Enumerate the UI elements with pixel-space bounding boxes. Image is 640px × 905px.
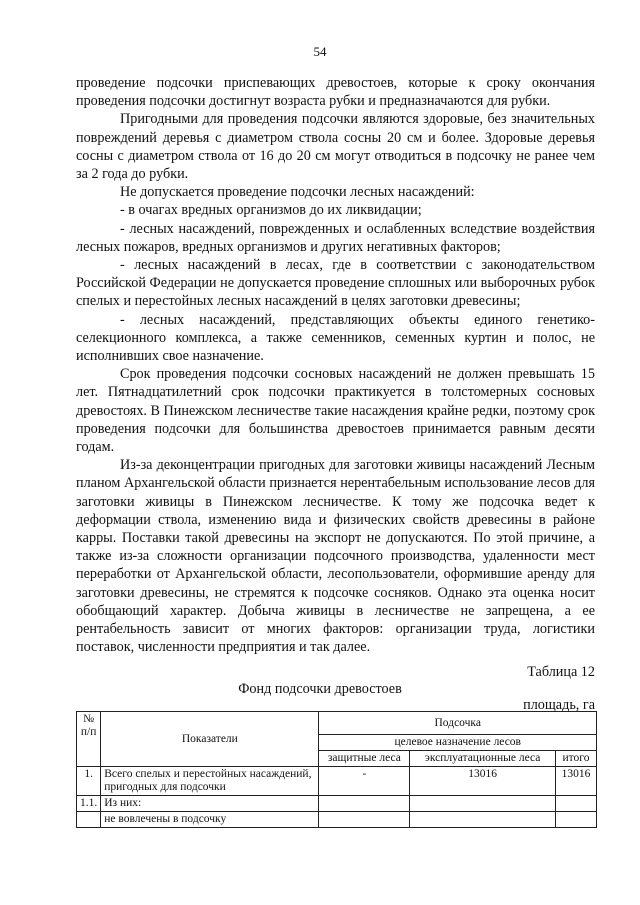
header-total: итого [556, 751, 597, 767]
header-exploitation: эксплуатационные леса [410, 751, 556, 767]
header-indicators: Показатели [101, 712, 319, 767]
paragraph: Пригодными для проведения подсочки являются здоровые, без значительных повреждений деревья с диаметром ствола сосны 20 см и более. Здоровые деревья сосны с диаметром ствола от 16 до 20 см могут отводиться в подсочку не ранее чем за 2 года до рубки. [76, 111, 595, 183]
row-num: 1. [77, 767, 101, 796]
row-protective: - [319, 767, 410, 796]
list-item: - в очагах вредных организмов до их ликвидации; [120, 202, 422, 219]
paragraph: Срок проведения подсочки сосновых насаждений не должен превышать 15 лет. Пятнадцатилетний срок подсочки практикуется в толстомерных сосновых древостоях. В Пинежском лесничестве такие насаждения крайне редки, поэтому срок проведения подсочки для большинства древостоев принимается равным десяти годам. [76, 366, 595, 456]
table-unit: площадь, га [523, 697, 595, 713]
table-label: Таблица 12 [527, 664, 595, 680]
table-row [77, 796, 597, 812]
list-item: - лесных насаждений в лесах, где в соответствии с законодательством Российской Федерации не допускается проведение сплошных или выборочных рубок спелых и перестойных лесных насаждений в целях заготовки древесины; [76, 257, 595, 310]
table-row [77, 767, 597, 796]
row-num: 1.1. [77, 796, 101, 812]
paragraph: проведение подсочки приспевающих древостоев, которые к сроку окончания проведения подсочки достигнут возраста рубки и предназначаются для рубки. [76, 75, 595, 110]
paragraph: Из-за деконцентрации пригодных для заготовки живицы насаждений Лесным планом Архангельской области признается нерентабельным использование лесов для заготовки живицы в Пинежском лесничестве. К тому же подсочка ведет к деформации ствола, изменению вида и физических свойств древесины в районе карры. Поставки такой древесины на экспорт не допускаются. По этой причине, а также из-за сложности организации подсочного производства, удаленности мест переработки от Архангельской области, лесопользователи, оформившие аренду для заготовки древесины, не стремятся к подсочке сосняков. Однако эта оценка носит обобщающий характер. Добыча живицы в лесничестве не запрещена, а ее рентабельность зависит от многих факторов: организации труда, логистики поставок, численности предприятия и так далее. [76, 457, 595, 656]
row-total: 13016 [556, 767, 597, 796]
header-protective: защитные леса [319, 751, 410, 767]
body-text [76, 74, 595, 657]
row-name: Из них: [101, 796, 319, 812]
fund-table [76, 711, 597, 828]
table-row [77, 812, 597, 828]
paragraph: Не допускается проведение подсочки лесных насаждений: [120, 184, 475, 201]
header-tapping: Подсочка [319, 712, 597, 735]
row-name: Всего спелых и перестойных насаждений, пригодных для подсочки [101, 767, 319, 796]
table-title: Фонд подсочки древостоев [238, 681, 402, 697]
header-num: № п/п [77, 712, 101, 767]
list-item: - лесных насаждений, поврежденных и ослабленных вследствие воздействия лесных пожаров, вредных организмов и других негативных факторов; [76, 220, 595, 255]
row-exploitation: 13016 [410, 767, 556, 796]
row-name: не вовлечены в подсочку [101, 812, 319, 828]
page-number: 54 [313, 44, 327, 59]
header-purpose: целевое назначение лесов [319, 735, 597, 751]
list-item: - лесных насаждений, представляющих объекты единого генетико-селекционного комплекса, а также семенников, семенных куртин и полос, не исполнивших свое назначение. [76, 311, 595, 365]
